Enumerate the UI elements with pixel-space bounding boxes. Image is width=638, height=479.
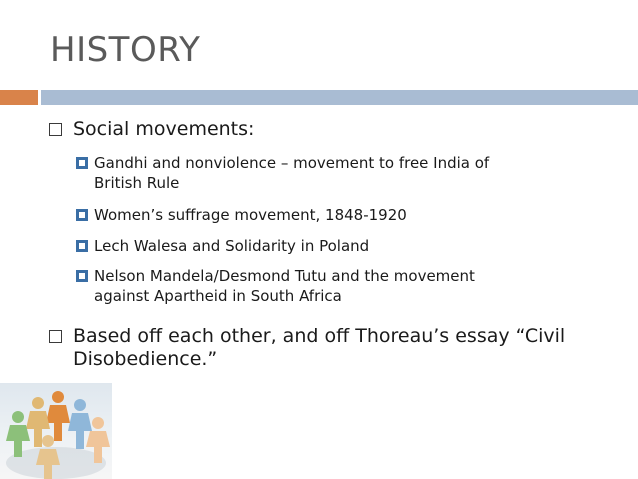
square-bullet-icon bbox=[76, 270, 88, 282]
bullet-box-icon bbox=[49, 330, 62, 343]
bullet-social-movements bbox=[73, 118, 254, 141]
sub-bullet-line: against Apartheid in South Africa bbox=[94, 287, 342, 305]
sub-bullet-line: Nelson Mandela/Desmond Tutu and the movement bbox=[94, 267, 475, 285]
sub-bullet-line: Lech Walesa and Solidarity in Poland bbox=[94, 237, 370, 255]
bullet-text-line: Based off each other, and off Thoreau’s essay “Civil bbox=[73, 325, 566, 347]
bullet-box-icon bbox=[49, 123, 62, 136]
square-bullet-icon bbox=[76, 240, 88, 252]
sub-bullet-walesa bbox=[94, 236, 369, 256]
sub-bullet-line: British Rule bbox=[94, 174, 180, 192]
slide-title: HISTORY bbox=[50, 30, 201, 70]
bullet-text: Social movements: bbox=[73, 118, 255, 140]
paper-figure-green bbox=[6, 411, 30, 457]
sub-bullet-gandhi bbox=[94, 153, 489, 193]
square-bullet-icon bbox=[76, 157, 88, 169]
paper-people-chain-image bbox=[0, 383, 112, 479]
sub-bullet-line: Gandhi and nonviolence – movement to free India of bbox=[94, 154, 490, 172]
square-bullet-icon bbox=[76, 209, 88, 221]
paper-doll-chain-illustration bbox=[0, 383, 112, 479]
bullet-text-line: Disobedience.” bbox=[73, 348, 218, 370]
sub-bullet-mandela bbox=[94, 266, 475, 306]
sub-bullet-suffrage bbox=[94, 205, 407, 225]
paper-figure-orange bbox=[46, 391, 70, 441]
bullet-thoreau bbox=[73, 325, 565, 371]
sub-bullet-line: Women’s suffrage movement, 1848-1920 bbox=[94, 206, 407, 224]
